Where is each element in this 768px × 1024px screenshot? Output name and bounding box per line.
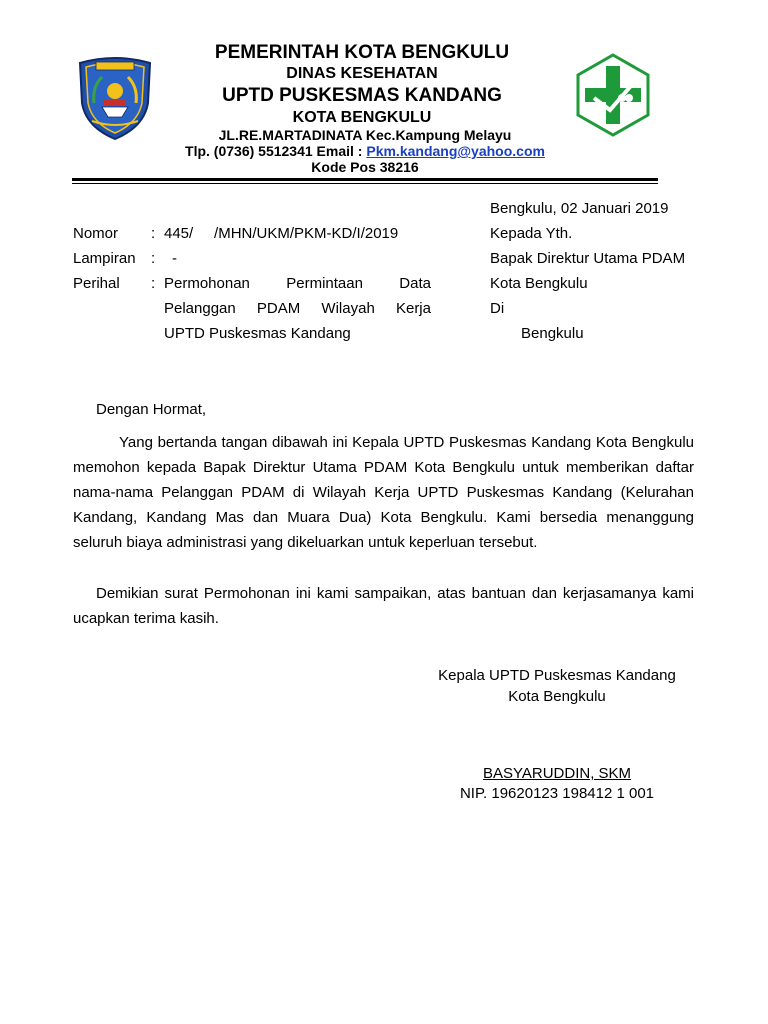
kop-line1: PEMERINTAH KOTA BENGKULU bbox=[214, 42, 510, 63]
kop-address: JL.RE.MARTADINATA Kec.Kampung Melayu bbox=[218, 127, 512, 143]
lampiran-label: Lampiran bbox=[73, 250, 136, 267]
nomor-label: Nomor bbox=[73, 225, 119, 242]
perihal-line3: UPTD Puskesmas Kandang bbox=[164, 325, 351, 342]
kop-postcode: Kode Pos 38216 bbox=[311, 159, 419, 175]
perihal-colon: : bbox=[151, 275, 156, 292]
lampiran-value: - bbox=[172, 250, 177, 267]
perihal-label: Perihal bbox=[73, 275, 120, 292]
recipient-line3: Kota Bengkulu bbox=[490, 275, 588, 292]
paragraph-2: Demikian surat Permohonan ini kami sampaikan, atas bantuan dan kerjasamanya kami ucapkan terima kasih. bbox=[73, 585, 694, 627]
puskesmas-logo-icon bbox=[572, 52, 654, 138]
perihal-line1: Permohonan Permintaan Data bbox=[164, 275, 431, 292]
recipient-line1: Kepada Yth. bbox=[490, 225, 573, 242]
kop-phone: Tlp. (0736) 5512341 Email : bbox=[185, 143, 363, 159]
lampiran-colon: : bbox=[151, 250, 156, 267]
signature-title1: Kepala UPTD Puskesmas Kandang bbox=[438, 667, 676, 684]
date-line: Bengkulu, 02 Januari 2019 bbox=[490, 200, 669, 217]
kop-line4: KOTA BENGKULU bbox=[292, 109, 432, 126]
kop-line3: UPTD PUSKESMAS KANDANG bbox=[222, 85, 502, 106]
kop-rule-thick bbox=[72, 178, 658, 181]
signature-nip: NIP. 19620123 198412 1 001 bbox=[459, 785, 655, 802]
perihal-line2: Pelanggan PDAM Wilayah Kerja bbox=[164, 300, 431, 317]
recipient-line5: Bengkulu bbox=[521, 325, 584, 342]
kop-rule-thin bbox=[72, 183, 658, 184]
salutation: Dengan Hormat, bbox=[96, 401, 207, 418]
nomor-value: 445/ /MHN/UKM/PKM-KD/I/2019 bbox=[164, 225, 399, 242]
kop-email-link[interactable]: Pkm.kandang@yahoo.com bbox=[366, 143, 545, 159]
nomor-colon: : bbox=[151, 225, 156, 242]
signature-title2: Kota Bengkulu bbox=[508, 688, 606, 705]
paragraph-1: Yang bertanda tangan dibawah ini Kepala UPTD Puskesmas Kandang Kota Bengkulu memohon kepada Bapak Direktur Utama PDAM Kota Bengkulu untuk memberikan daftar nama-nama Pelanggan PDAM di Wilayah Kerja UPTD Puskesmas Kandang (Kelurahan Kandang, Kandang Mas dan Muara Dua) Kota Bengkulu. Kami bersedia menanggung seluruh biaya administrasi yang dikeluarkan untuk keperluan tersebut. bbox=[73, 434, 694, 551]
recipient-line4: Di bbox=[490, 300, 505, 317]
kop-contact bbox=[150, 143, 580, 159]
signature-name: BASYARUDDIN, SKM bbox=[482, 765, 632, 782]
kop-line2: DINAS KESEHATAN bbox=[286, 65, 438, 82]
recipient-line2: Bapak Direktur Utama PDAM bbox=[490, 250, 686, 267]
